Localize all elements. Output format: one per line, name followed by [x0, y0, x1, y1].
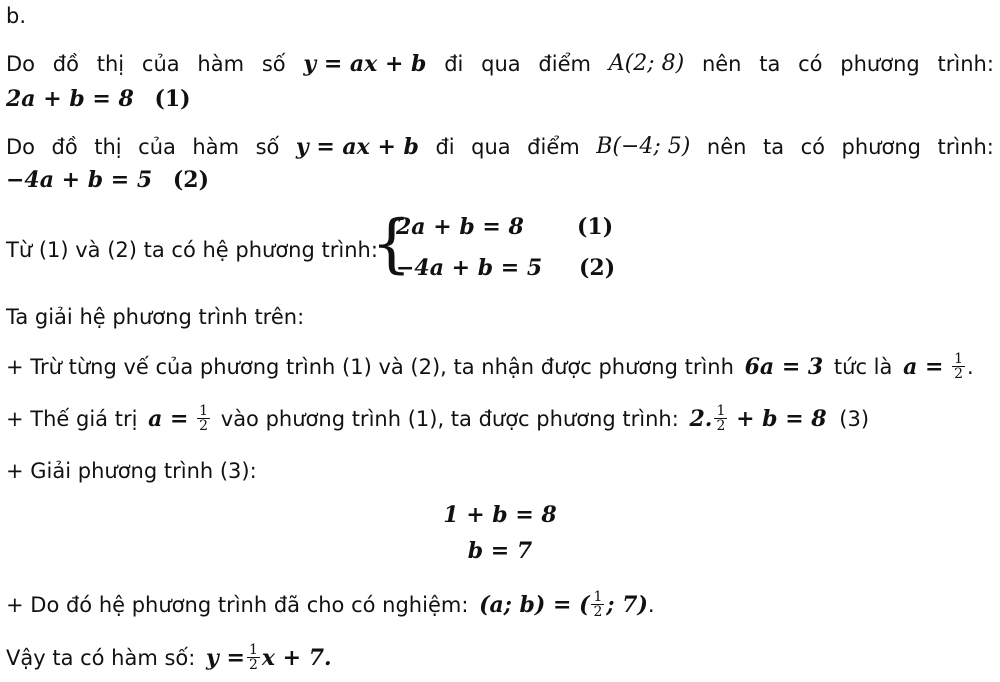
- fraction-one-half: [247, 643, 260, 672]
- step-2-text: + Thế giá trị: [6, 407, 138, 431]
- equation-2: −4a + b = 5: [6, 167, 153, 193]
- conclusion-rhs: x + 7.: [261, 645, 332, 671]
- system-row-1-equation: 2a + b = 8: [396, 214, 524, 240]
- equation-2-tag: (2): [172, 167, 210, 193]
- system-row-2-equation: −4a + b = 5: [396, 255, 543, 281]
- word: nên: [706, 135, 747, 159]
- solution-rhs: ; 7): [606, 592, 648, 618]
- calc-line-2: b = 7: [467, 538, 533, 564]
- word: Do: [6, 52, 36, 76]
- solve-intro: Ta giải hệ phương trình trên:: [6, 305, 305, 329]
- fraction-denominator: 2: [199, 417, 209, 434]
- word: thị: [94, 135, 122, 159]
- word: có: [800, 135, 825, 159]
- step-1: [6, 350, 974, 383]
- solution-lhs: (a; b) = (: [479, 592, 590, 618]
- step-4-end: .: [647, 593, 655, 617]
- word: đồ: [52, 52, 79, 76]
- part-label: b.: [6, 4, 27, 28]
- fraction-one-half: [714, 404, 727, 433]
- conclusion-text: Vậy ta có hàm số:: [6, 646, 196, 670]
- fraction-numerator: 1: [716, 402, 726, 419]
- step-2-eq-a: 2.: [689, 406, 713, 432]
- word: qua: [481, 52, 521, 76]
- word: ta: [762, 135, 785, 159]
- word: của: [138, 135, 176, 159]
- step-1-text: + Trừ từng vế của phương trình (1) và (2), ta nhận được phương trình: [6, 355, 734, 379]
- calc-line-1: 1 + b = 8: [443, 502, 557, 528]
- equation-2-line: [6, 166, 209, 194]
- point-b: B(−4; 5): [596, 134, 691, 159]
- fraction-one-half: [591, 590, 604, 619]
- step-2-tag: (3): [839, 407, 870, 431]
- paragraph-1-line-1: [6, 50, 994, 78]
- step-1-mid: tức là: [833, 355, 893, 379]
- conclusion: [6, 641, 332, 674]
- word: của: [141, 52, 180, 76]
- system-row-2: [396, 255, 542, 281]
- word: phương: [840, 52, 920, 76]
- word: số: [261, 52, 286, 76]
- word: đi: [435, 135, 455, 159]
- function-equation: y = ax + b: [295, 134, 419, 160]
- equation-1-tag: (1): [154, 86, 191, 112]
- word: phương: [841, 135, 921, 159]
- word: nên: [701, 52, 742, 76]
- word: thị: [96, 52, 125, 76]
- word: có: [798, 52, 823, 76]
- fraction-denominator: 2: [716, 417, 726, 434]
- fraction-one-half: [197, 404, 210, 433]
- word: trình:: [937, 135, 994, 159]
- step-1-lhs: a =: [903, 354, 944, 380]
- word: hàm: [197, 52, 245, 76]
- equation-1-line: [6, 85, 191, 113]
- calc-line-1-wrap: [0, 502, 1000, 528]
- step-2-eq-b: + b = 8: [736, 406, 827, 432]
- word: số: [255, 135, 280, 159]
- function-equation: y = ax + b: [303, 51, 427, 77]
- system-row-1: [396, 214, 524, 240]
- system-row-2-tag-wrap: [579, 255, 615, 281]
- word: đồ: [51, 135, 78, 159]
- fraction-denominator: 2: [248, 656, 258, 673]
- word: trình:: [937, 52, 994, 76]
- fraction-denominator: 2: [593, 603, 603, 620]
- step-2-mid: vào phương trình (1), ta được phương trình:: [220, 407, 679, 431]
- step-1-end: .: [967, 355, 974, 379]
- conclusion-lhs: y =: [206, 645, 245, 671]
- step-4: [6, 588, 655, 621]
- fraction-one-half: [952, 352, 965, 381]
- word: đi: [444, 52, 464, 76]
- word: điểm: [538, 52, 591, 76]
- step-1-equation: 6a = 3: [744, 354, 824, 380]
- equation-1: 2a + b = 8: [6, 86, 134, 112]
- word: ta: [759, 52, 781, 76]
- system-row-1-tag: (1): [577, 214, 614, 240]
- step-2-lhs: a =: [148, 406, 189, 432]
- step-2: [6, 402, 870, 435]
- point-a: A(2; 8): [608, 51, 685, 76]
- system-row-2-tag: (2): [579, 255, 616, 281]
- step-3: + Giải phương trình (3):: [6, 459, 257, 483]
- system-row-1-tag-wrap: [577, 214, 613, 240]
- word: điểm: [527, 135, 580, 159]
- system-brace: {: [371, 207, 412, 281]
- word: Do: [6, 135, 36, 159]
- fraction-numerator: 1: [954, 350, 964, 367]
- fraction-numerator: 1: [199, 402, 209, 419]
- word: qua: [471, 135, 511, 159]
- system-intro: Từ (1) và (2) ta có hệ phương trình:: [6, 238, 378, 262]
- fraction-numerator: 1: [593, 588, 603, 605]
- step-4-text: + Do đó hệ phương trình đã cho có nghiệm:: [6, 593, 469, 617]
- fraction-denominator: 2: [954, 365, 964, 382]
- word: hàm: [192, 135, 240, 159]
- paragraph-2-line-1: [6, 133, 994, 161]
- calc-line-2-wrap: [0, 538, 1000, 564]
- fraction-numerator: 1: [248, 641, 258, 658]
